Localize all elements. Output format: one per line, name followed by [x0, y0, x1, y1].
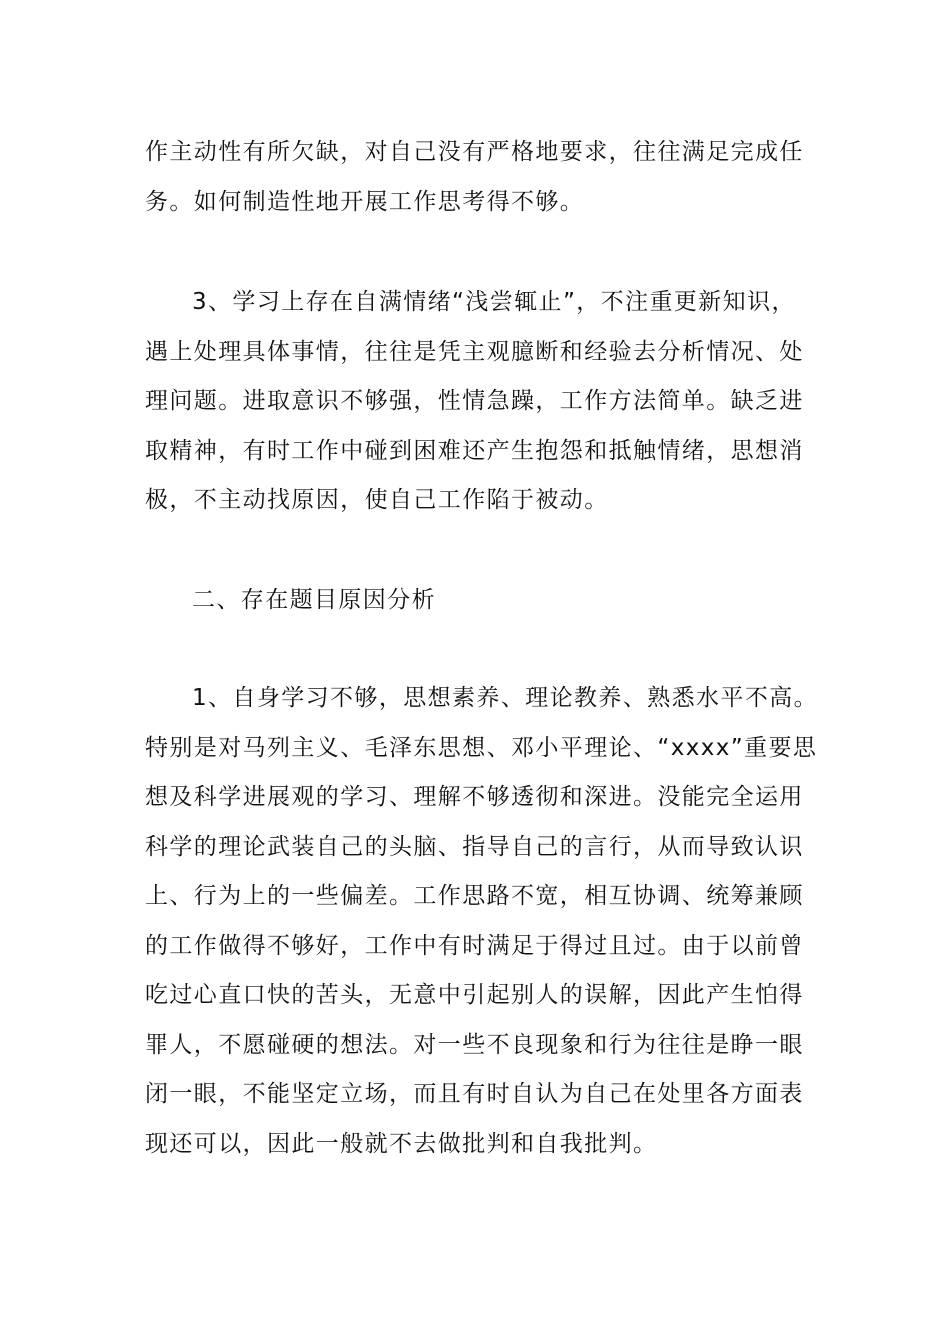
- paragraph-cause-analysis: [145, 674, 819, 1169]
- text-line: 现还可以，因此一般就不去做批判和自我批判。: [145, 1130, 658, 1157]
- text-line: 3、学习上存在自满情绪“浅尝辄止”，不注重更新知识，: [192, 289, 796, 315]
- section-heading: [145, 576, 810, 626]
- text-line: 作主动性有所欠缺，对自己没有严格地要求，往往满足完成任: [145, 139, 804, 165]
- text-line: 1、自身学习不够，思想素养、理论教养、熟悉水平不高。: [192, 685, 819, 711]
- text-line: 闭一眼，不能坚定立场，而且有时自认为自己在处里各方面表: [145, 1081, 804, 1107]
- text-line: 遇上处理具体事情，往往是凭主观臆断和经验去分析情况、处: [145, 338, 804, 365]
- text-line: 理问题。进取意识不够强，性情急躁，工作方法简单。缺乏进: [145, 388, 804, 414]
- text-line: 特别是对马列主义、毛泽东思想、邓小平理论、“xxxx”重要思: [145, 734, 818, 761]
- paragraph-work-initiative: [145, 128, 810, 227]
- text-line: 吃过心直口快的苦头，无意中引起别人的误解，因此产生怕得: [145, 982, 804, 1008]
- text-line: 务。如何制造性地开展工作思考得不够。: [145, 188, 585, 215]
- text-line: 罪人，不愿碰硬的想法。对一些不良现象和行为往往是睁一眼: [145, 1031, 804, 1058]
- text-line: 想及科学进展观的学习、理解不够透彻和深进。没能完全运用: [145, 784, 804, 810]
- text-line: 的工作做得不够好，工作中有时满足于得过且过。由于以前曾: [145, 932, 804, 959]
- paragraph-learning-complacency: [145, 278, 810, 526]
- text-line: 科学的理论武装自己的头脑、指导自己的言行，从而导致认识: [145, 833, 804, 860]
- text-line: 上、行为上的一些偏差。工作思路不宽，相互协调、统筹兼顾: [145, 883, 804, 909]
- text-line: 极，不主动找原因，使自己工作陷于被动。: [145, 487, 609, 513]
- text-line: 取精神，有时工作中碰到困难还产生抱怨和抵触情绪，思想消: [145, 437, 804, 464]
- heading-text: 二、存在题目原因分析: [192, 587, 436, 613]
